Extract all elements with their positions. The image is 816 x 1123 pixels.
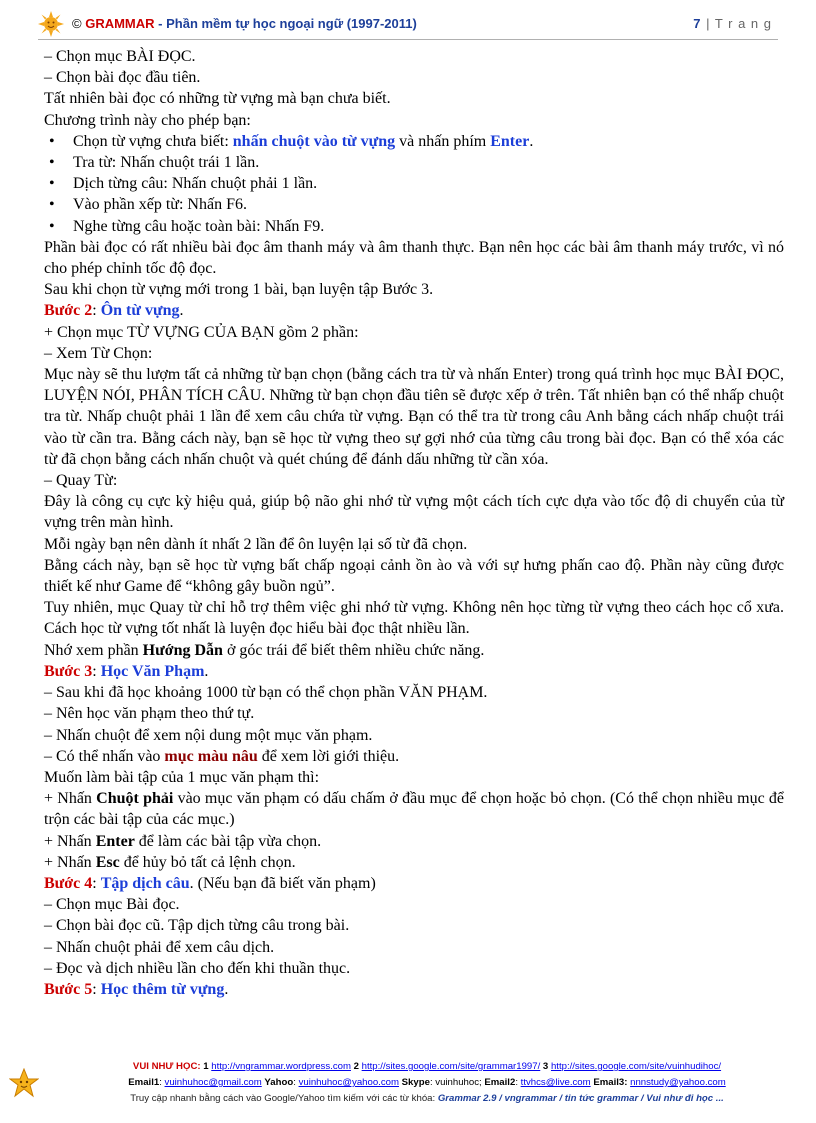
step-title: Học thêm từ vựng <box>100 980 225 998</box>
footer-link-1[interactable]: http://vngrammar.wordpress.com <box>211 1061 351 1072</box>
enter-key-text: Enter <box>490 132 530 150</box>
text-line <box>44 831 784 852</box>
page-number <box>693 16 772 31</box>
copyright-symbol: © <box>72 16 82 31</box>
paragraph <box>44 788 784 830</box>
text-span: + Nhấn <box>44 790 97 808</box>
text-line: + Chọn mục TỪ VỰNG CỦA BẠN gồm 2 phần: <box>44 323 359 341</box>
text-line: Chương trình này cho phép bạn: <box>44 111 251 129</box>
header-subtitle: - Phần mềm tự học ngoại ngữ (1997-2011) <box>154 16 417 31</box>
text-span: để xem lời giới thiệu. <box>257 747 400 765</box>
text-line: – Chọn bài đọc đầu tiên. <box>44 69 201 87</box>
email2-link[interactable]: ttvhcs@live.com <box>520 1077 591 1088</box>
star-icon <box>9 1068 39 1098</box>
text-span: để làm các bài tập vừa chọn. <box>134 832 322 850</box>
search-keywords: Grammar 2.9 / vngrammar / tin tức grammar / Vui như đi học ... <box>437 1093 724 1104</box>
text-line <box>44 746 784 767</box>
paragraph: Sau khi chọn từ vựng mới trong 1 bài, bạn luyện tập Bước 3. <box>44 281 434 299</box>
list-item-text: và nhấn phím <box>395 132 491 150</box>
bold-text: Hướng Dẫn <box>142 641 223 659</box>
text-span: + Nhấn <box>44 832 96 850</box>
step-5-heading: Bước 5: Học thêm từ vựng. <box>44 980 229 998</box>
footer-links-line <box>42 1061 812 1072</box>
email3-label: Email3: <box>593 1077 628 1088</box>
search-hint-text: Truy cập nhanh bằng cách vào Google/Yahoo tìm kiếm với các từ khóa: <box>130 1093 438 1104</box>
footer-number: 2 <box>350 1061 362 1072</box>
paragraph: Mỗi ngày bạn nên dành ít nhất 2 lần để ôn luyện lại số từ đã chọn. <box>44 535 468 553</box>
bold-text: Esc <box>95 853 120 871</box>
paragraph: Mục này sẽ thu lượm tất cả những từ bạn chọn (bằng cách tra từ và nhấn Enter) trong quá trình học mục BÀI ĐỌC, LUYỆN NÓI, PHÂN TÍCH CÂU. Những từ bạn chọn đầu tiên sẽ được xếp ở trên. Tất nhiên bạn có thể nhấp chuột tra từ. Nhấp chuột phải 1 lần để xem câu chứa từ vựng. Bạn có thể tra từ trong câu Anh bằng cách nhấp chuột trái vào từ cần tra. Bằng cách này, bạn sẽ học từ vựng theo sự gợi nhớ của từng câu trong bài đọc. Bạn có thể xóa các từ đã chọn bằng cách nhấn chuột và quét chúng để đánh dấu những từ cần xóa. <box>44 366 784 468</box>
list-item: • Tra từ: Nhấn chuột trái 1 lần. <box>44 152 784 173</box>
list-item: • Nghe từng câu hoặc toàn bài: Nhấn F9. <box>44 216 784 237</box>
paragraph: Tuy nhiên, mục Quay từ chỉ hỗ trợ thêm việc ghi nhớ từ vựng. Không nên học từng từ vựng theo cách học cổ xưa. Cách học từ vựng tốt nhất là luyện đọc hiểu bài đọc thật nhiều lần. <box>44 599 784 638</box>
list-item: • Dịch từng câu: Nhấn chuột phải 1 lần. <box>44 173 784 194</box>
text-span: Nhớ xem phần <box>44 641 143 659</box>
step-title: Học Văn Phạm <box>100 662 205 680</box>
header-title <box>72 16 417 31</box>
step-label: Bước 3 <box>44 662 93 680</box>
page-header <box>38 11 778 40</box>
brand-name: GRAMMAR <box>85 16 155 31</box>
step-3-heading: Bước 3: Học Văn Phạm. <box>44 662 209 680</box>
footer-search-line <box>42 1093 812 1104</box>
list-item <box>44 131 784 152</box>
text-line: – Đọc và dịch nhiều lần cho đến khi thuần thục. <box>44 959 351 977</box>
text-line: Muốn làm bài tập của 1 mục văn phạm thì: <box>44 768 320 786</box>
paragraph: Đây là công cụ cực kỳ hiệu quả, giúp bộ não ghi nhớ từ vựng một cách tích cực dựa vào tốc độ di chuyển của từ vựng trên màn hình. <box>44 493 784 532</box>
document-body <box>44 46 784 1000</box>
step-2-heading: Bước 2: Ôn từ vựng. <box>44 302 184 320</box>
footer-link-2[interactable]: http://sites.google.com/site/grammar1997/ <box>361 1061 541 1072</box>
brown-highlight-text: mục màu nâu <box>164 747 258 765</box>
text-line: – Nhấn chuột phải để xem câu dịch. <box>44 938 275 956</box>
list-item: • Vào phần xếp từ: Nhấn F6. <box>44 194 784 215</box>
bold-text: Chuột phải <box>96 790 174 808</box>
yahoo-label: Yahoo <box>264 1077 294 1088</box>
sun-logo-icon <box>38 11 64 37</box>
text-line: – Quay Từ: <box>44 472 118 490</box>
text-span: – Có thể nhấn vào <box>44 747 165 765</box>
step-title: Ôn từ vựng <box>100 302 180 320</box>
skype-id: vuinhuhoc <box>435 1077 480 1088</box>
footer-vui-label: VUI NHƯ HỌC: <box>132 1061 201 1072</box>
text-line: – Chọn mục Bài đọc. <box>44 896 180 914</box>
highlight-text: nhấn chuột vào từ vựng <box>232 132 396 150</box>
footer-number: 3 <box>540 1061 551 1072</box>
text-line: – Chọn mục BÀI ĐỌC. <box>44 48 196 65</box>
text-line <box>44 852 784 873</box>
text-span: + Nhấn <box>44 853 96 871</box>
email1-label: Email1 <box>128 1077 160 1088</box>
step-label: Bước 2 <box>44 302 93 320</box>
email2-label: Email2 <box>484 1077 516 1088</box>
email3-link[interactable]: nnnstudy@yahoo.com <box>630 1077 726 1088</box>
footer-link-3[interactable]: http://sites.google.com/site/vuinhudihoc/ <box>550 1061 722 1072</box>
list-item-text: . <box>529 132 534 150</box>
text-line: Tất nhiên bài đọc có những từ vựng mà bạn chưa biết. <box>44 90 391 108</box>
bold-text: Enter <box>95 832 135 850</box>
page-label: | T r a n g <box>701 16 772 31</box>
text-line: – Xem Từ Chọn: <box>44 344 153 362</box>
step-label: Bước 4 <box>44 874 93 892</box>
text-line: – Sau khi đã học khoảng 1000 từ bạn có thể chọn phần VĂN PHẠM. <box>44 684 488 702</box>
step-note: . (Nếu bạn đã biết văn phạm) <box>189 874 376 892</box>
skype-label: Skype <box>401 1077 430 1088</box>
text-span: vào mục văn phạm có dấu chấm ở đầu mục để chọn hoặc bỏ chọn. (Có thể chọn nhiều mục để trộn các bài tập của các mục.) <box>44 790 785 829</box>
text-span: để hủy bỏ tất cả lệnh chọn. <box>119 853 296 871</box>
feature-list <box>44 131 784 237</box>
yahoo-link[interactable]: vuinhuhoc@yahoo.com <box>298 1077 399 1088</box>
text-line: – Nên học văn phạm theo thứ tự. <box>44 705 255 723</box>
step-label: Bước 5 <box>44 980 93 998</box>
text-span: ở góc trái để biết thêm nhiều chức năng. <box>222 641 485 659</box>
list-item-text: Chọn từ vựng chưa biết: <box>73 132 233 150</box>
text-line: – Nhấn chuột để xem nội dung một mục văn phạm. <box>44 726 373 744</box>
paragraph: Phần bài đọc có rất nhiều bài đọc âm thanh máy và âm thanh thực. Bạn nên học các bài âm thanh máy trước, vì nó cho phép chỉnh tốc độ đọc. <box>44 238 784 278</box>
page-number-value: 7 <box>693 16 702 31</box>
step-title: Tập dịch câu <box>100 874 190 892</box>
email1-link[interactable]: vuinhuhoc@gmail.com <box>164 1077 262 1088</box>
footer-number: 1 <box>200 1061 212 1072</box>
step-4-heading: Bước 4: Tập dịch câu. (Nếu bạn đã biết văn phạm) <box>44 874 376 892</box>
paragraph: Bằng cách này, bạn sẽ học từ vựng bất chấp ngoại cảnh ồn ào và với sự hưng phấn cao độ. Phần này cũng được thiết kế như Game để “không gây buồn ngủ”. <box>44 556 784 596</box>
text-line: – Chọn bài đọc cũ. Tập dịch từng câu trong bài. <box>44 917 350 935</box>
footer-contacts-line: Email1: vuinhuhoc@gmail.com Yahoo: vuinhuhoc@yahoo.com Skype: vuinhuhoc; Email2: ttvhcs@live.com Email3: nnnstudy@yahoo.com <box>128 1077 726 1088</box>
page-footer <box>0 1055 816 1115</box>
paragraph <box>44 640 784 661</box>
